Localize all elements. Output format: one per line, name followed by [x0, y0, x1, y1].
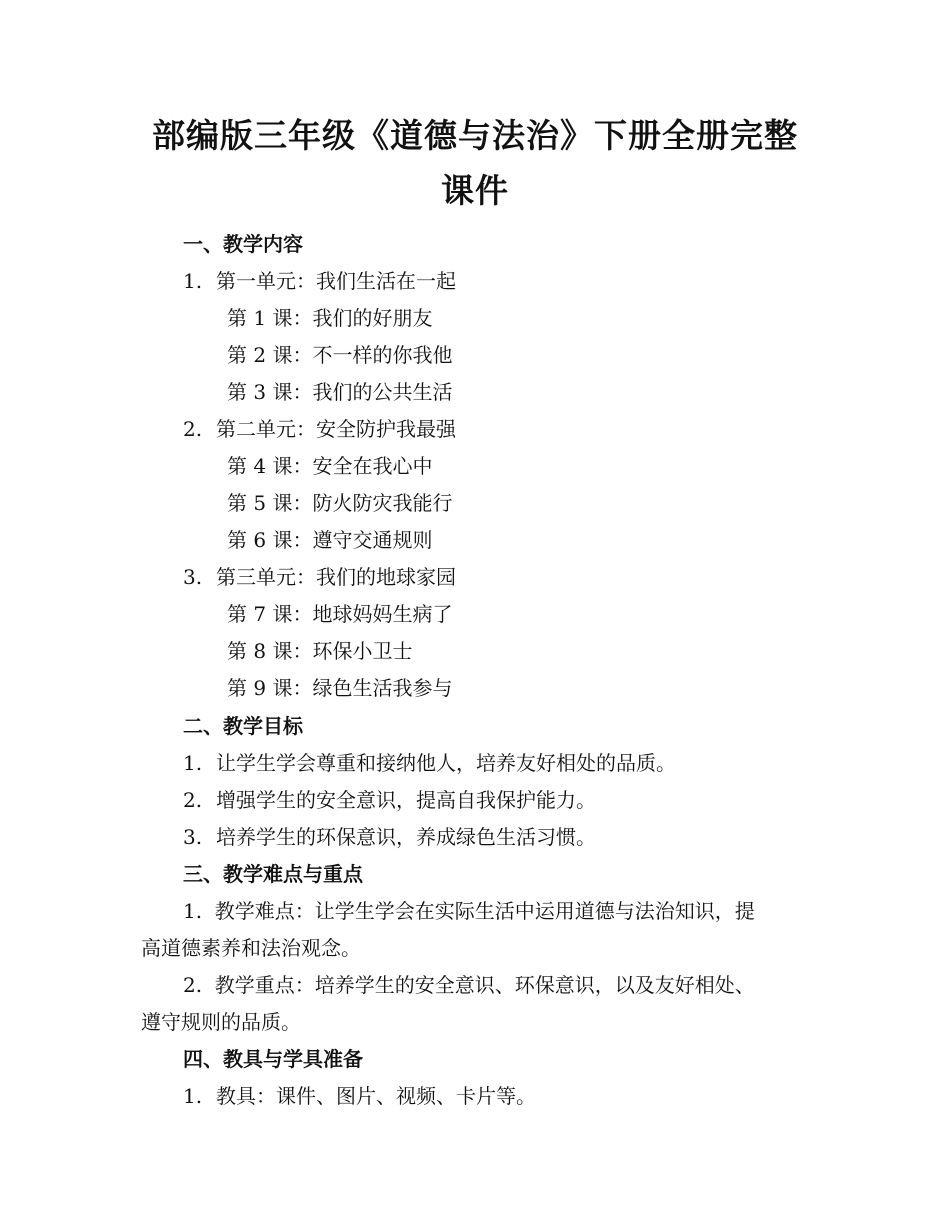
difficulty-paragraph-line-2: 高道德素养和法治观念。: [141, 936, 361, 960]
section-heading-materials: 四、教具与学具准备: [183, 1047, 363, 1071]
goal-item-3: [183, 824, 596, 850]
unit-2-number: 2.: [183, 417, 203, 441]
goal-2-text: 增强学生的安全意识，提高自我保护能力。: [216, 788, 596, 812]
lesson-2: 第 2 课：不一样的你我他: [227, 343, 453, 367]
material-item-1: [183, 1083, 536, 1109]
section-heading-difficulties-focus: 三、教学难点与重点: [183, 862, 363, 886]
unit-1: [183, 268, 456, 294]
lesson-6: 第 6 课：遵守交通规则: [227, 528, 433, 552]
material-1-text: 教具：课件、图片、视频、卡片等。: [216, 1084, 536, 1108]
document-title-line-2: 课件: [441, 171, 509, 210]
unit-3-number: 3.: [183, 565, 203, 589]
goal-item-1: [183, 750, 676, 776]
unit-2: [183, 416, 456, 442]
goal-item-2: [183, 787, 596, 813]
lesson-4: 第 4 课：安全在我心中: [227, 454, 433, 478]
unit-1-number: 1.: [183, 269, 203, 293]
section-heading-teaching-goals: 二、教学目标: [183, 714, 303, 738]
material-1-number: 1.: [183, 1084, 203, 1108]
goal-2-number: 2.: [183, 788, 203, 812]
goal-3-text: 培养学生的环保意识，养成绿色生活习惯。: [216, 825, 596, 849]
lesson-1: 第 1 课：我们的好朋友: [227, 306, 433, 330]
document-title-line-1: 部编版三年级《道德与法治》下册全册完整: [152, 116, 798, 155]
lesson-3: 第 3 课：我们的公共生活: [227, 380, 453, 404]
focus-paragraph-line-1: 2. 教学重点：培养学生的安全意识、环保意识，以及友好相处、: [183, 973, 755, 997]
lesson-7: 第 7 课：地球妈妈生病了: [227, 602, 453, 626]
unit-2-label: 第二单元：安全防护我最强: [216, 417, 456, 441]
section-heading-teaching-content: 一、教学内容: [183, 232, 303, 256]
unit-1-label: 第一单元：我们生活在一起: [216, 269, 456, 293]
goal-1-number: 1.: [183, 751, 203, 775]
lesson-9: 第 9 课：绿色生活我参与: [227, 676, 453, 700]
difficulty-paragraph-line-1: 1. 教学难点：让学生学会在实际生活中运用道德与法治知识，提: [183, 899, 755, 923]
goal-3-number: 3.: [183, 825, 203, 849]
lesson-5: 第 5 课：防火防灾我能行: [227, 491, 453, 515]
unit-3-label: 第三单元：我们的地球家园: [216, 565, 456, 589]
focus-paragraph-line-2: 遵守规则的品质。: [141, 1010, 301, 1034]
unit-3: [183, 564, 456, 590]
lesson-8: 第 8 课：环保小卫士: [227, 639, 413, 663]
goal-1-text: 让学生学会尊重和接纳他人，培养友好相处的品质。: [216, 751, 676, 775]
